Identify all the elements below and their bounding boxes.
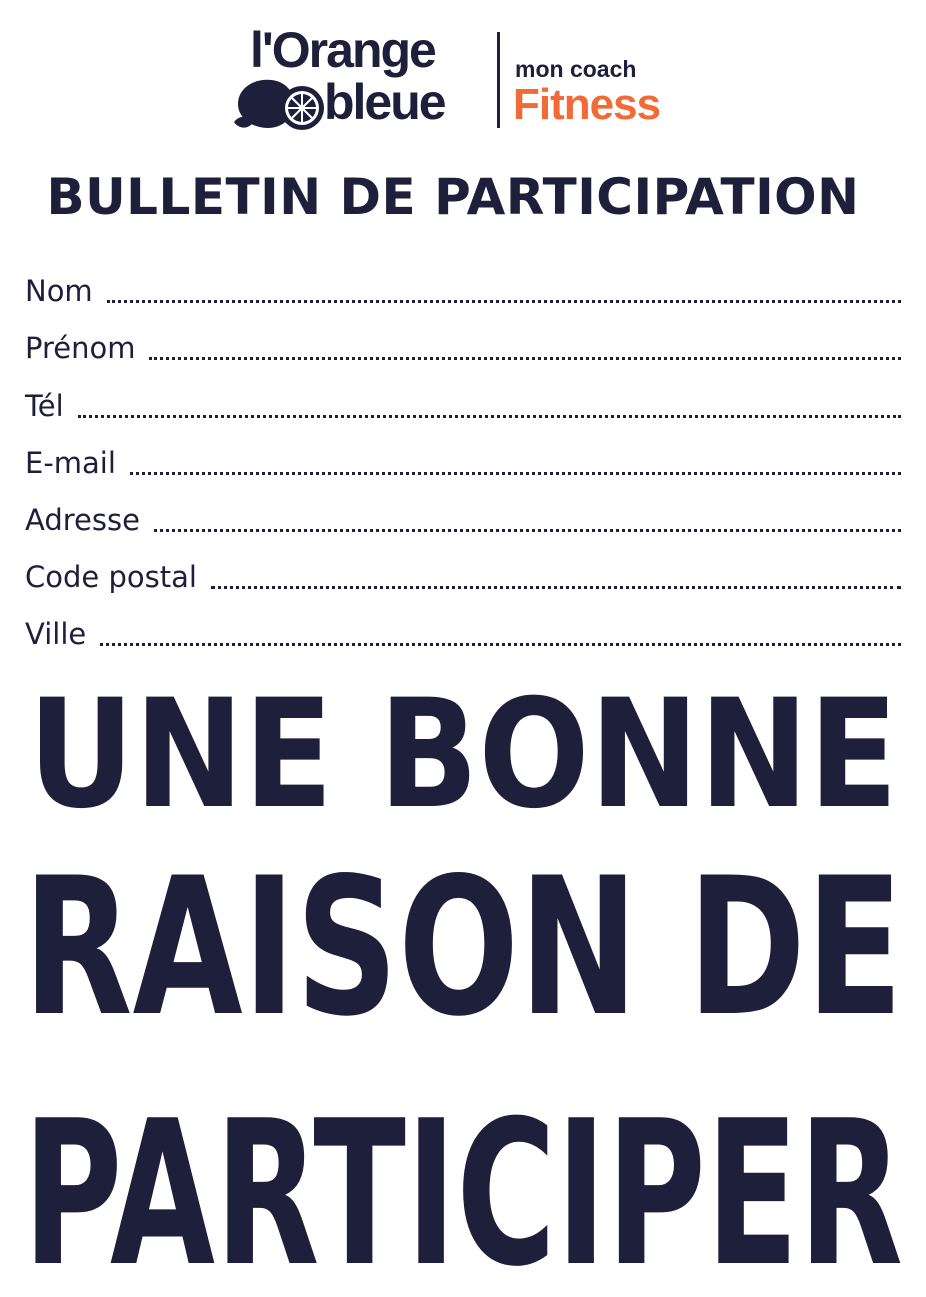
form-row-tel: [25, 372, 901, 429]
logo-tagline-fitness: Fitness: [513, 80, 661, 129]
adresse-dotted-field[interactable]: [154, 527, 901, 532]
logo-wordmark-orange: l'Orange: [250, 22, 435, 78]
page-title: BULLETIN DE PARTICIPATION: [46, 168, 860, 226]
field-label: Ville: [25, 617, 87, 652]
slogan-line-2: RAISON DE: [23, 837, 904, 1058]
slogan-block: [0, 668, 926, 1297]
field-label: Prénom: [25, 331, 136, 366]
field-label: Adresse: [25, 502, 140, 537]
ville-dotted-field[interactable]: [100, 641, 901, 646]
participation-form: [25, 258, 901, 658]
logo-tagline-small: mon coach: [515, 56, 637, 82]
field-label: E-mail: [25, 445, 116, 480]
code-postal-dotted-field[interactable]: [211, 584, 901, 589]
form-row-prenom: [25, 315, 901, 372]
slogan-svg: [0, 668, 926, 1297]
slogan-line-3: PARTICIPER: [23, 1078, 903, 1297]
form-row-adresse: [25, 487, 901, 544]
form-row-nom: [25, 258, 901, 315]
field-label: Nom: [25, 274, 93, 309]
tel-dotted-field[interactable]: [78, 413, 901, 418]
email-dotted-field[interactable]: [130, 470, 901, 475]
nom-dotted-field[interactable]: [107, 298, 901, 303]
form-row-email: [25, 430, 901, 487]
field-label: Code postal: [25, 560, 197, 595]
brand-logo: [232, 22, 702, 137]
slogan-line-1: UNE BONNE: [28, 668, 898, 842]
form-row-ville: [25, 601, 901, 658]
logo-wordmark-bleue: bleue: [324, 74, 445, 130]
orange-fruit-icon: [232, 74, 327, 136]
prenom-dotted-field[interactable]: [149, 355, 901, 360]
field-label: Tél: [25, 388, 64, 423]
form-row-code-postal: [25, 544, 901, 601]
logo-divider: [497, 32, 500, 128]
